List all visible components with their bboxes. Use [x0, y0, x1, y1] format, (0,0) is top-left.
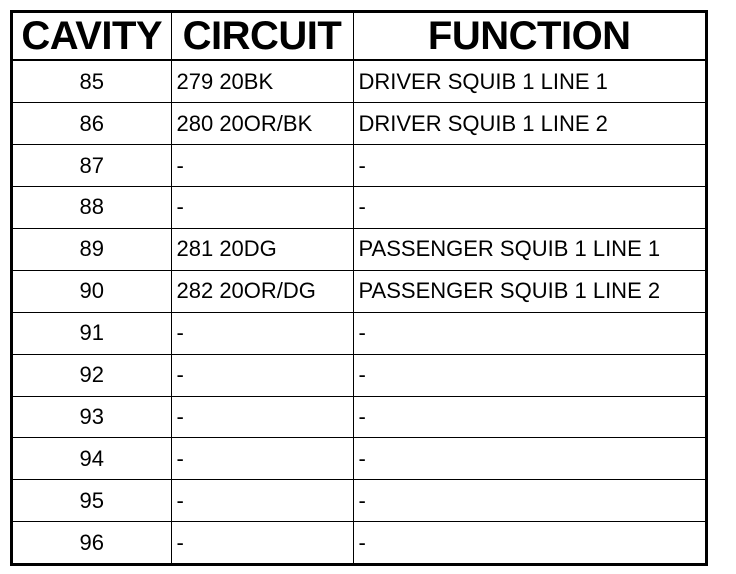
cavity-cell: 90 [13, 270, 171, 312]
circuit-cell: - [171, 396, 353, 438]
table-row [13, 145, 705, 187]
connector-table-frame [10, 10, 708, 566]
table-row [13, 60, 705, 103]
table-row [13, 103, 705, 145]
cavity-cell: 87 [13, 145, 171, 187]
circuit-cell: 279 20BK [171, 60, 353, 103]
table-row [13, 438, 705, 480]
function-cell: - [353, 396, 705, 438]
cavity-cell: 89 [13, 228, 171, 270]
cavity-cell: 94 [13, 438, 171, 480]
table-row [13, 228, 705, 270]
function-cell: PASSENGER SQUIB 1 LINE 2 [353, 270, 705, 312]
circuit-cell: - [171, 522, 353, 563]
circuit-cell: 280 20OR/BK [171, 103, 353, 145]
circuit-cell: 281 20DG [171, 228, 353, 270]
circuit-cell: 282 20OR/DG [171, 270, 353, 312]
circuit-cell: - [171, 438, 353, 480]
circuit-cell: - [171, 187, 353, 229]
cavity-cell: 95 [13, 480, 171, 522]
cavity-header: CAVITY [13, 13, 171, 60]
function-cell: - [353, 480, 705, 522]
table-row [13, 354, 705, 396]
cavity-cell: 88 [13, 187, 171, 229]
cavity-cell: 96 [13, 522, 171, 563]
table-row [13, 187, 705, 229]
table-header-row [13, 13, 705, 60]
table-row [13, 270, 705, 312]
circuit-cell: - [171, 480, 353, 522]
table-row [13, 480, 705, 522]
table-row [13, 312, 705, 354]
table-row [13, 522, 705, 563]
function-cell: - [353, 438, 705, 480]
function-cell: - [353, 145, 705, 187]
cavity-cell: 91 [13, 312, 171, 354]
circuit-cell: - [171, 145, 353, 187]
cavity-cell: 85 [13, 60, 171, 103]
connector-pinout-table [13, 13, 705, 563]
cavity-cell: 92 [13, 354, 171, 396]
function-cell: - [353, 312, 705, 354]
cavity-cell: 86 [13, 103, 171, 145]
circuit-cell: - [171, 312, 353, 354]
function-cell: - [353, 354, 705, 396]
circuit-cell: - [171, 354, 353, 396]
cavity-cell: 93 [13, 396, 171, 438]
function-cell: PASSENGER SQUIB 1 LINE 1 [353, 228, 705, 270]
function-header: FUNCTION [353, 13, 705, 60]
function-cell: - [353, 187, 705, 229]
circuit-header: CIRCUIT [171, 13, 353, 60]
table-row [13, 396, 705, 438]
function-cell: DRIVER SQUIB 1 LINE 1 [353, 60, 705, 103]
function-cell: - [353, 522, 705, 563]
function-cell: DRIVER SQUIB 1 LINE 2 [353, 103, 705, 145]
